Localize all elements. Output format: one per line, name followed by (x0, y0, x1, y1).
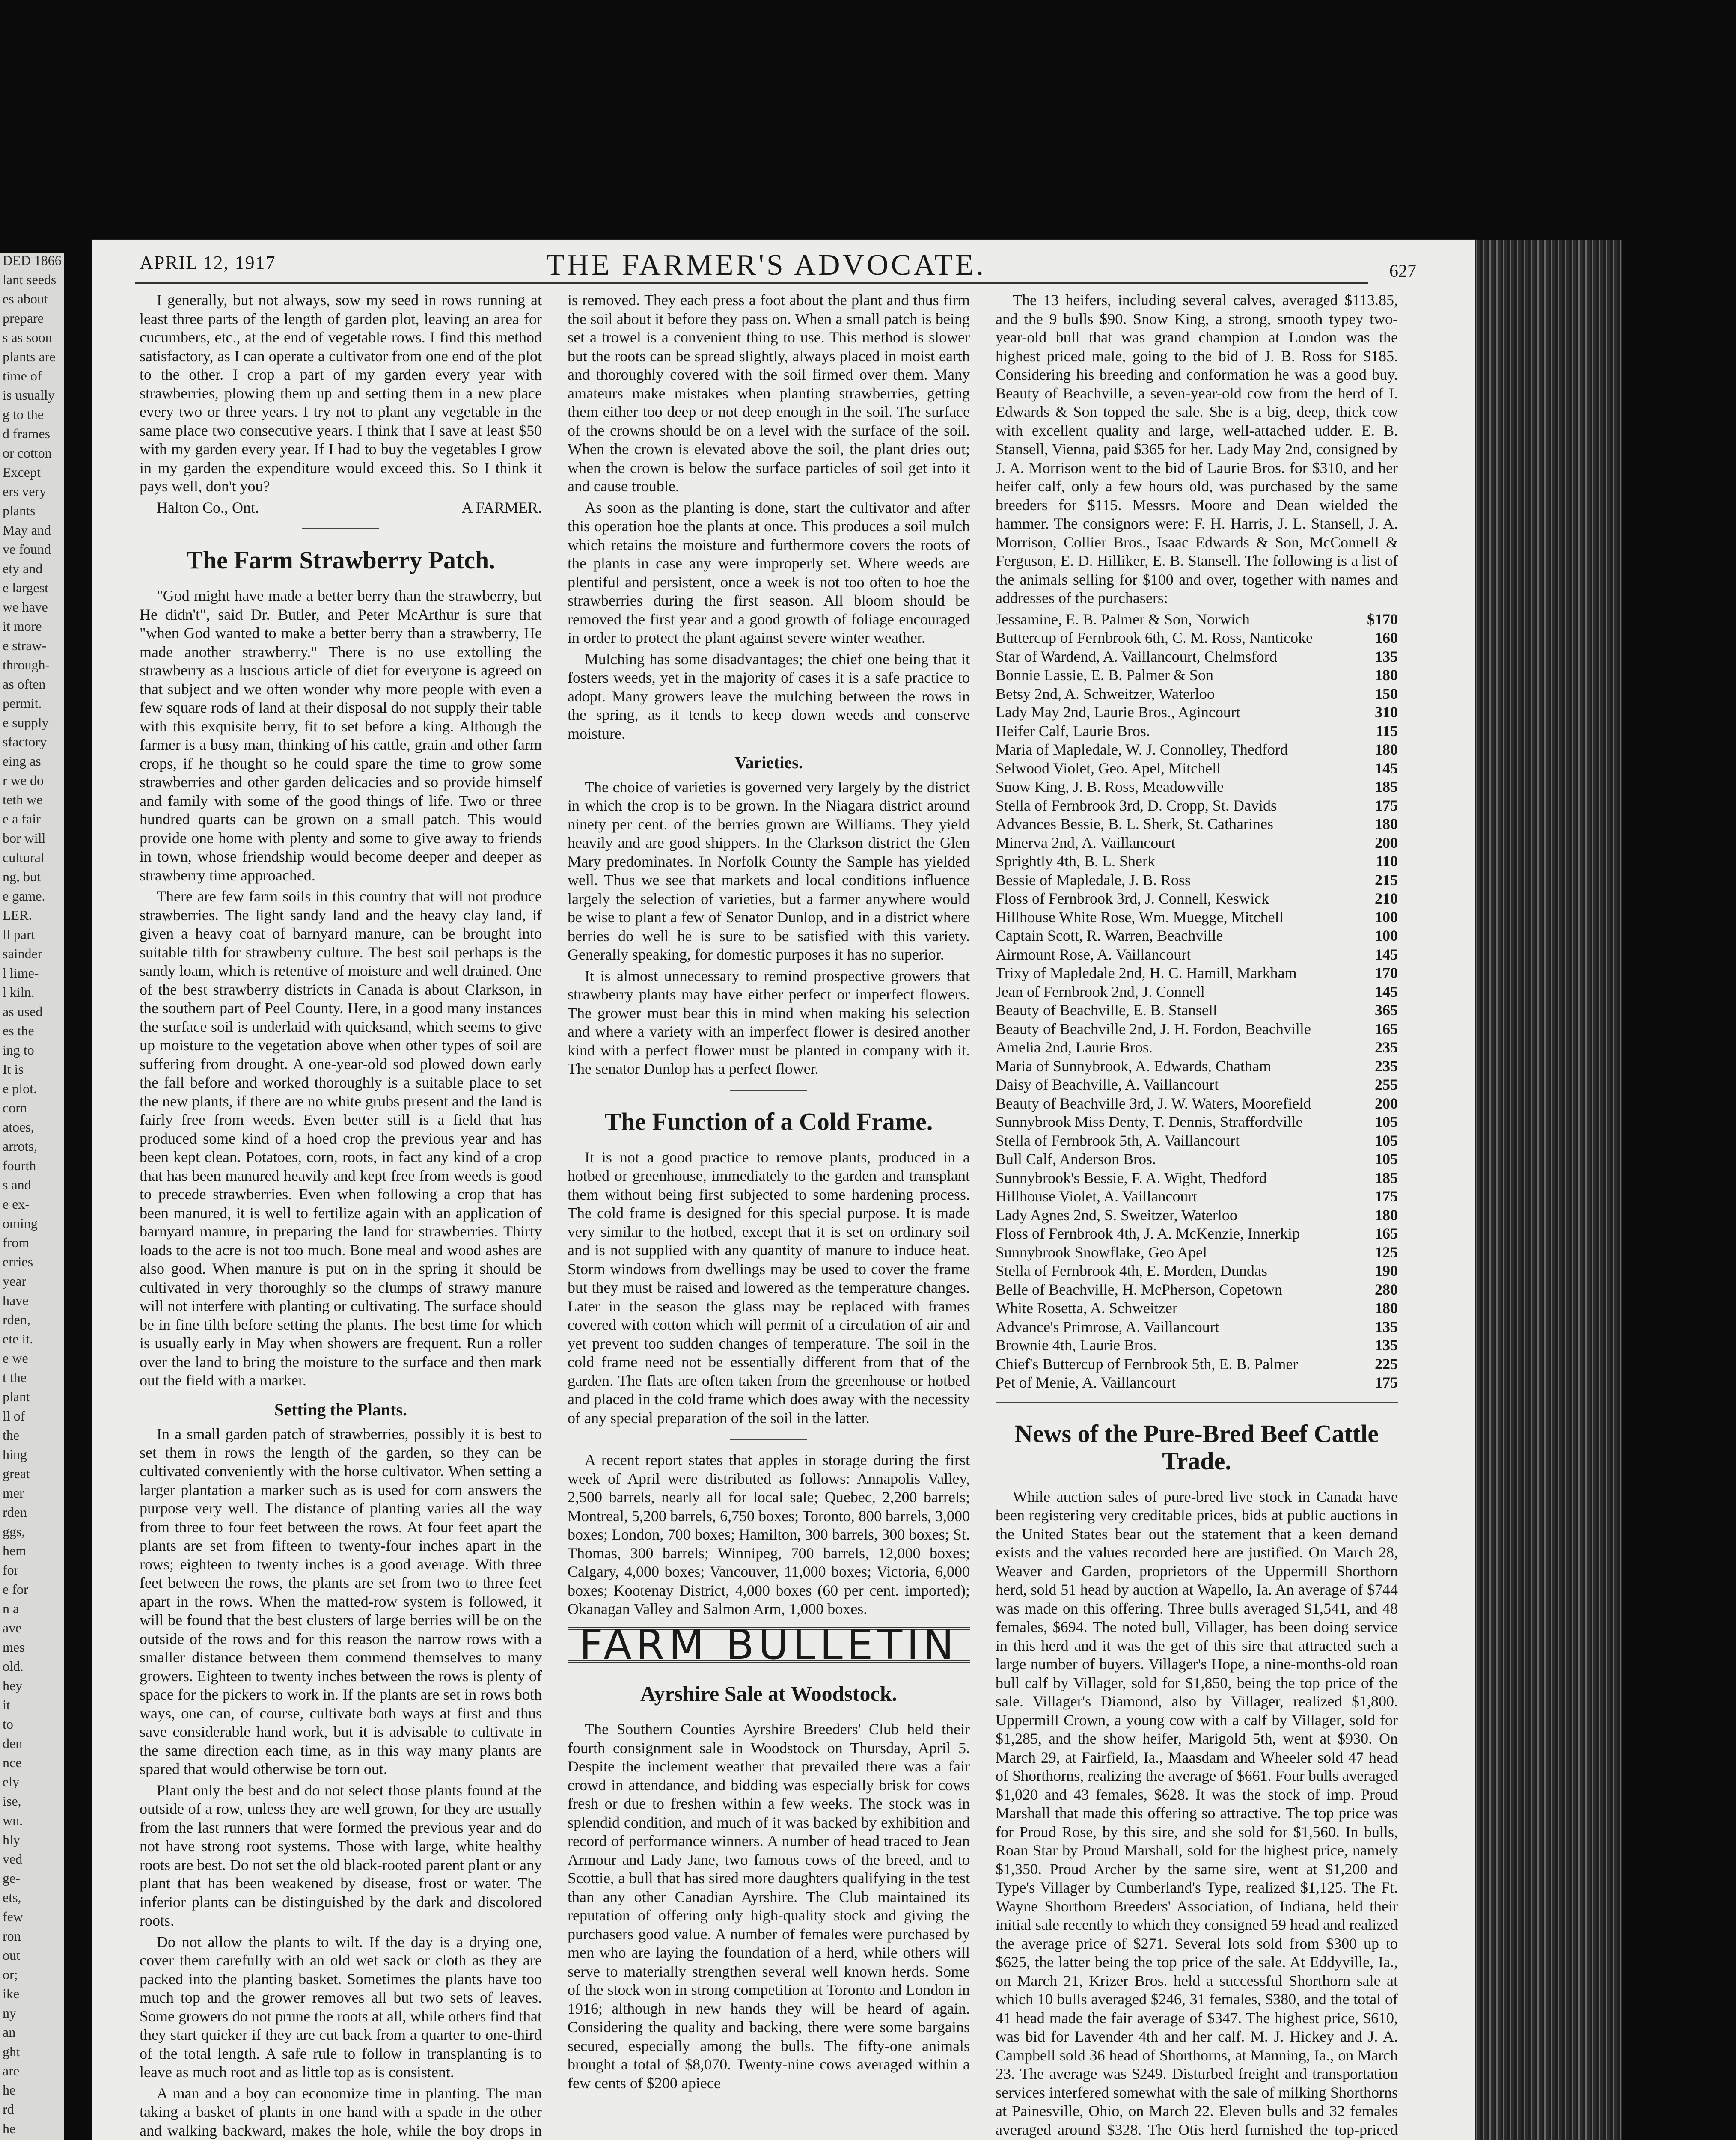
sale-row (996, 1318, 1398, 1337)
fragment-line: hly (3, 1832, 20, 1847)
masthead-title: THE FARMER'S ADVOCATE. (546, 249, 987, 282)
fragment-line: corn (3, 1100, 27, 1115)
article-title-beef-cattle: News of the Pure-Bred Beef Cattle Trade. (1015, 1419, 1379, 1475)
sale-price: 165 (1375, 1225, 1398, 1242)
fragment-line: prepare (3, 310, 44, 326)
sale-price: 105 (1375, 1150, 1398, 1168)
sale-row (996, 722, 1398, 741)
fragment-line: ved (3, 1851, 23, 1867)
sale-price: 100 (1375, 927, 1398, 944)
fragment-line: it (3, 1697, 10, 1712)
fragment-line: we have (3, 599, 48, 615)
sale-row (996, 759, 1398, 778)
fragment-line: the (3, 1427, 20, 1443)
fragment-line: hing (3, 1447, 27, 1462)
sale-animal: Maria of Sunnybrook, A. Edwards, Chatham (996, 1057, 1271, 1075)
fragment-line: rd (3, 2101, 14, 2117)
fragment-line: lant seeds (3, 272, 56, 287)
fragment-line: e largest (3, 580, 48, 595)
fragment-line: n a (3, 1601, 19, 1616)
sale-price: 170 (1375, 964, 1398, 981)
fragment-line: from (3, 1235, 30, 1250)
fragment-line: out (3, 1947, 20, 1963)
sale-animal: Floss of Fernbrook 4th, J. A. McKenzie, Innerkip (996, 1225, 1300, 1242)
sale-row (996, 797, 1398, 815)
fragment-line: through- (3, 657, 50, 672)
sale-row (996, 1113, 1398, 1132)
fragment-line: sainder (3, 946, 42, 961)
sale-price: 180 (1375, 1299, 1398, 1317)
sale-row (996, 1243, 1398, 1262)
sale-price: 135 (1375, 1337, 1398, 1354)
sale-row (996, 1057, 1398, 1076)
signature-name: A FARMER. (461, 499, 542, 516)
sale-row (996, 629, 1398, 648)
divider (730, 1439, 807, 1440)
sale-price: 180 (1375, 741, 1398, 758)
sale-animal: Jessamine, E. B. Palmer & Son, Norwich (996, 610, 1250, 628)
column-3 (996, 291, 1398, 2140)
header-rule (135, 282, 1368, 284)
fragment-line: few (3, 1909, 23, 1924)
sale-row (996, 1355, 1398, 1374)
fragment-line: ve found (3, 541, 51, 557)
sale-row (996, 1094, 1398, 1113)
fragment-line: he (3, 2121, 16, 2136)
sale-animal: Brownie 4th, Laurie Bros. (996, 1337, 1157, 1354)
fragment-line: wn. (3, 1813, 23, 1828)
sale-animal: Snow King, J. B. Ross, Meadowville (996, 778, 1224, 795)
divider (730, 1090, 807, 1091)
sale-row (996, 927, 1398, 945)
fragment-line: LER. (3, 907, 32, 923)
sale-row (996, 1076, 1398, 1094)
article-title-strawberry: The Farm Strawberry Patch. (186, 546, 495, 574)
fragment-line: erries (3, 1254, 33, 1269)
sale-price: 215 (1375, 871, 1398, 889)
newspaper-page (92, 240, 1475, 2140)
fragment-line: teth we (3, 792, 43, 807)
sale-price: 185 (1375, 778, 1398, 795)
sale-row (996, 666, 1398, 685)
fragment-line: s and (3, 1177, 31, 1192)
column-1 (140, 291, 542, 2140)
fragment-line: r we do (3, 773, 44, 788)
fragment-line: cultural (3, 850, 45, 865)
fragment-line: ing to (3, 1042, 34, 1058)
sale-price: 135 (1375, 648, 1398, 665)
fragment-line: fourth (3, 1158, 36, 1173)
sale-animal: Heifer Calf, Laurie Bros. (996, 722, 1150, 740)
sale-row (996, 983, 1398, 1002)
sale-animal: Belle of Beachville, H. McPherson, Copetown (996, 1281, 1282, 1298)
fragment-line: ge- (3, 1870, 20, 1886)
sale-animal: Stella of Fernbrook 4th, E. Morden, Dundas (996, 1262, 1267, 1279)
sale-animal: Captain Scott, R. Warren, Beachville (996, 927, 1223, 944)
sale-price: $170 (1367, 610, 1398, 628)
sale-price: 115 (1375, 722, 1398, 740)
sale-animal: Beauty of Beachville 3rd, J. W. Waters, Moorefield (996, 1094, 1311, 1112)
fragment-line: ely (3, 1774, 20, 1789)
sale-price: 310 (1375, 704, 1398, 721)
sale-row (996, 740, 1398, 759)
sale-row (996, 1169, 1398, 1188)
fragment-line: e game. (3, 888, 45, 904)
fragment-line: ave (3, 1620, 22, 1635)
fragment-line: for (3, 1562, 19, 1578)
fragment-line: year (3, 1273, 27, 1289)
sale-row (996, 1336, 1398, 1355)
sale-animal: Trixy of Mapledale 2nd, H. C. Hamill, Markham (996, 964, 1297, 981)
fragment-line: atoes, (3, 1119, 34, 1135)
fragment-line: he (3, 2082, 16, 2098)
fragment-line: e for (3, 1581, 28, 1597)
fragment-line: or cotton (3, 445, 52, 461)
fragment-line: or; (3, 1967, 18, 1982)
fragment-line: g to the (3, 407, 44, 422)
sale-row (996, 1373, 1398, 1392)
fragment-line: e ex- (3, 1196, 30, 1212)
sale-animal: Floss of Fernbrook 3rd, J. Connell, Keswick (996, 890, 1269, 907)
sale-animal: Pet of Menie, A. Vaillancourt (996, 1374, 1176, 1391)
sale-price: 165 (1375, 1020, 1398, 1037)
sale-animal: Buttercup of Fernbrook 6th, C. M. Ross, Nanticoke (996, 629, 1313, 646)
sale-price: 180 (1375, 1206, 1398, 1224)
sale-animal: Hillhouse White Rose, Wm. Muegge, Mitchell (996, 908, 1284, 926)
sale-animal: Betsy 2nd, A. Schweitzer, Waterloo (996, 685, 1215, 702)
subhead-setting-plants: Setting the Plants. (274, 1400, 407, 1419)
sale-animal: Sprightly 4th, B. L. Sherk (996, 853, 1156, 870)
fragment-line: it more (3, 618, 42, 634)
paragraph: While auction sales of pure-bred live stock in Canada have been registering very creditable prices, bids at public auctions in the United States bear out the statement that a keen demand exists and the values recorded here are justified. On March 28, Weaver and Garden, proprietors of the Uppermill Shorthorn herd, sold 51 head by auction at Wapello, Ia. An average of $744 was made on this offering. Three bulls averaged $1,541, and 48 females, $694. The noted bull, Villager, has been doing service in this herd and it was the get of this sire that attracted such a large number of buyers. Villager's Hope, a nine-months-old roan bull calf by Villager, sold for $1,850, being the top price of the sale. Villager's Diamond, also by Villager, realized $1,800. Uppermill Crown, a young cow with a calf by Villager, sold for $1,285, and the show heifer, Marigold 5th, went at $930. On March 29, at Fairfield, Ia., Maasdam and Wheeler sold 47 head of Shorthorns, realizing the average of $661. Four bulls averaged $1,020 and 43 females, $628. It was the stock of imp. Proud Marshall that made this offering so attractive. The top price was for Proud Rose, by this sire, and she sold for $1,560. In bulls, Roan Star by Proud Marshall, sold for the highest price, namely $1,350. Proud Archer by the same sire, went at $1,200 and Type's Villager by Cumberland's Type, realized $1,125. The Ft. Wayne Shorthorn Breeders' Association, of Indiana, held their initial sale recently to which they consigned 59 head and realized the average price of $271. Several lots sold from $300 up to $625, the latter being the top price of the sale. At Eddyville, Ia., on March 21, Krizer Bros. held a successful Shorthorn sale at which 10 bulls averaged $246, 31 females, $380, and the total of 41 head made the fair average of $347. The highest price, $610, was bid for Lavender 4th and her calf. M. J. Hickey and J. A. Campbell sold 36 head of Shorthorns, at Manning, Ia., on March 23. The average was $249. Disturbed freight and transportation services interfered somewhat with the sale of milking Shorthorns at Painesville, Ohio, on March 22. Eleven bulls and 32 females averaged around $328. The Otis herd furnished the top-priced (996, 1488, 1398, 2138)
sale-price: 190 (1375, 1262, 1398, 1279)
fragment-line: ggs, (3, 1524, 25, 1539)
sale-row (996, 703, 1398, 722)
sale-row (996, 1206, 1398, 1225)
paragraph: A recent report states that apples in storage during the first week of April were distributed as follows: Annapolis Valley, 2,500 barrels, nearly all for local sale; Quebec, 2,200 barrels; Montreal, 5,200 barrels, 6,750 boxes; Toronto, 800 barrels, 3,000 boxes; London, 700 boxes; Hamilton, 300 barrels, 300 boxes; St. Thomas, 300 barrels; Winnipeg, 700 barrels, 12,000 boxes; Calgary, 4,000 boxes; Vancouver, 11,000 boxes; Victoria, 6,000 boxes; Kootenay District, 4,000 boxes (60 per cent. imported); Okanagan Valley and Salmon Arm, 1,000 boxes. (568, 1451, 970, 1617)
fragment-line: old. (3, 1658, 24, 1674)
paragraph: Mulching has some disadvantages; the chief one being that it fosters weeds, yet in the majority of cases it is a safe practice to adopt. Many growers leave the mulching between the rows in the spring, as it tends to keep down weeds and conserve moisture. (568, 650, 970, 742)
sale-row (996, 1020, 1398, 1039)
fragment-line: is usually (3, 387, 55, 403)
paragraph: There are few farm soils in this country that will not produce strawberries. The light sandy land and the heavy clay land, if given a heavy coat of barnyard manure, can be brought into suitable tilth for strawberry culture. The best soil perhaps is the sandy loam, which is retentive of moisture and well drained. One of the best strawberry districts in Canada is about Clarkson, in the southern part of Peel County. Here, in a good many instances the surface soil is underlaid with quicksand, which seems to give up moisture to the vegetation above when other types of soil are suffering from drought. A one-year-old sod plowed down early the fall before and worked thoroughly is a suitable place to set the new plants, if there are no white grubs present and the land is fairly free from weeds. Even better still is a field that has produced some kind of a hoed crop the previous year and has been kept clean. Potatoes, corn, roots, in fact any kind of a crop that has been manured heavily and kept free from weeds is good to precede strawberries. Even when following a crop that has been manured, it is well to fertilize again with an application of barnyard manure, in preparing the land for strawberries. Thirty loads to the acre is not too much. Bone meal and wood ashes are also good. When manure is put on in the spring it should be cultivated in very thoroughly so the clumps of strawy manure will not interfere with planting or cultivating. The surface should be in fine tilth before setting the plants. The best time for which is usually early in May when showers are frequent. Run a roller over the land to bring the moisture to the surface and then mark out the field with a marker. (140, 888, 542, 1389)
fragment-line: ght (3, 2044, 20, 2059)
fragment-line: es about (3, 291, 48, 306)
divider (996, 1402, 1398, 1403)
sale-row (996, 1299, 1398, 1318)
sale-animal: Advances Bessie, B. L. Sherk, St. Catharines (996, 815, 1273, 832)
sale-row (996, 815, 1398, 834)
sale-row (996, 908, 1398, 927)
sale-animal: Beauty of Beachville, E. B. Stansell (996, 1002, 1217, 1019)
fragment-line: to (3, 1716, 13, 1732)
fragment-line: plants (3, 503, 36, 518)
fragment-line: ete it. (3, 1331, 33, 1346)
paragraph: The choice of varieties is governed very largely by the district in which the crop is to be grown. In the Niagara district around ninety per cent. of the berries grown are Williams. They yield heavily and are good shippers. In the Clarkson district the Glen Mary predominates. In Norfolk County the Sample has yielded well. Thus we see that markets and local conditions influence largely the selection of varieties, but a farmer anywhere would be wise to plant a few of Senator Dunlop, and in a district where berries do well he is sure to be satisfied with this variety. Generally speaking, for domestic purposes it has no superior. (568, 778, 970, 963)
sale-animal: Lady May 2nd, Laurie Bros., Agincourt (996, 704, 1240, 721)
sale-row (996, 871, 1398, 890)
fragment-line: an (3, 2024, 16, 2040)
adjacent-page-fragment (0, 253, 64, 2140)
book-page-edges (1460, 240, 1622, 2140)
sale-price: 135 (1375, 1318, 1398, 1335)
paragraph: It is almost unnecessary to remind prospective growers that strawberry plants may have either perfect or imperfect flowers. The grower must bear this in mind when making his selection and where a variety with an imperfect flower is desired another kind with a perfect flower must be planted in company with it. The senator Dunlop has a perfect flower. (568, 967, 970, 1077)
fragment-line: ike (3, 1986, 20, 2001)
sale-price: 145 (1375, 945, 1398, 963)
paragraph: As soon as the planting is done, start the cultivator and after this operation hoe the plants at once. This produces a soil mulch which retains the moisture and furthermore covers the roots of the plants in case any were improperly set. Where weeds are plentiful and persistent, once a week is not too often to hoe the strawberries during the first season. All bloom should be removed the first year and a good growth of foliage encouraged in order to protect the plant against severe winter weather. (568, 499, 970, 646)
fragment-line: s as soon (3, 330, 52, 345)
sale-price: 225 (1375, 1355, 1398, 1373)
divider (302, 528, 379, 529)
fragment-line: ll of (3, 1408, 25, 1424)
sale-row (996, 1038, 1398, 1057)
fragment-line: ny (3, 2005, 16, 2021)
fragment-line: great (3, 1466, 30, 1481)
sale-row (996, 1187, 1398, 1206)
fragment-line: plants are (3, 349, 56, 364)
fragment-line: e we (3, 1350, 28, 1366)
fragment-line: rden, (3, 1312, 30, 1327)
sale-price: 180 (1375, 815, 1398, 832)
sales-list (996, 610, 1398, 1392)
fragment-line: hey (3, 1678, 23, 1693)
fragment-line: mes (3, 1639, 25, 1655)
sale-animal: Bonnie Lassie, E. B. Palmer & Son (996, 666, 1213, 684)
paragraph: A man and a boy can economize time in planting. The man taking a basket of plants in one hand with a spade in the other and walking backward, makes the hole, while the boy drops in (140, 2084, 542, 2139)
sale-price: 105 (1375, 1132, 1398, 1149)
fragment-line: Except (3, 464, 41, 480)
sale-row (996, 610, 1398, 629)
paragraph: The 13 heifers, including several calves, averaged $113.85, and the 9 bulls $90. Snow King, a strong, smooth typey two-year-old bull that was grand champion at London was the highest priced male, going to the bid of J. B. Ross for $185. Considering his breeding and conformation he was a good buy. Beauty of Beachville, a seven-year-old cow from the herd of I. Edwards & Son topped the sale. She is a big, deep, thick cow with excellent quality and large, well-attached udder. E. B. Stansell, Vienna, paid $365 for her. Lady May 2nd, consigned by J. A. Morrison went to the bid of Laurie Bros. for $310, and her heifer calf, only a few hours old, was purchased by the same breeders for $115. Messrs. Moore and Dean wielded the hammer. The consignors were: F. H. Harris, J. L. Stansell, J. A. Morrison, Collier Bros., Isaac Edwards & Son, McConnell & Ferguson, E. D. Hilliker, E. B. Stansell. The following is a list of the animals selling for $100 and over, together with names and addresses of the purchasers: (996, 291, 1398, 606)
sale-animal: Selwood Violet, Geo. Apel, Mitchell (996, 759, 1221, 777)
sale-animal: Beauty of Beachville 2nd, J. H. Fordon, Beachville (996, 1020, 1311, 1037)
sale-animal: Daisy of Beachville, A. Vaillancourt (996, 1076, 1219, 1093)
fragment-line: e supply (3, 715, 49, 730)
sale-row (996, 889, 1398, 908)
fragment-line: oming (3, 1216, 38, 1231)
fragment-line: permit. (3, 696, 42, 711)
fragment-line: mer (3, 1485, 24, 1501)
sale-animal: Chief's Buttercup of Fernbrook 5th, E. B. Palmer (996, 1355, 1298, 1373)
sale-row (996, 1150, 1398, 1169)
sale-price: 235 (1375, 1057, 1398, 1075)
paragraph: I generally, but not always, sow my seed in rows running at least three parts of the length of garden plot, leaving an area for cucumbers, etc., at the end of vegetable rows. I find this method satisfactory, as I can operate a cultivator from one end of the plot to the other. I crop a part of my garden every year with strawberries, plowing them up and setting them in a new place every two or three years. I try not to plant any vegetable in the same place two consecutive years. I think that I save at least $50 with my garden every year. If I had to buy the vegetables I grow in my garden the expenditure would exceed this. So I think it pays well, don't you? (140, 291, 542, 495)
sale-row (996, 852, 1398, 871)
sale-row (996, 964, 1398, 983)
sale-price: 160 (1375, 629, 1398, 646)
sale-price: 145 (1375, 983, 1398, 1000)
sale-price: 280 (1375, 1281, 1398, 1298)
sale-row (996, 1281, 1398, 1299)
sale-row (996, 778, 1398, 797)
sale-animal: Bessie of Mapledale, J. B. Ross (996, 871, 1191, 889)
fragment-line: es the (3, 1023, 34, 1038)
sale-price: 105 (1375, 1113, 1398, 1130)
sale-animal: Maria of Mapledale, W. J. Connolley, Thedford (996, 741, 1288, 758)
subhead-varieties: Varieties. (734, 753, 803, 772)
sale-animal: Advance's Primrose, A. Vaillancourt (996, 1318, 1219, 1335)
sale-row (996, 685, 1398, 704)
paragraph: In a small garden patch of strawberries, possibly it is best to set them in rows the length of the garden, so they can be cultivated conveniently with the horse cultivator. When setting a larger plantation a marker such as is used for corn answers the purpose very well. The distance of planting varies all the way from three to four feet between the rows. At four feet apart the plants are set from fifteen to twenty-four inches apart in the rows; eighteen to twenty inches is a good average. With three feet between the rows, the plants are set from two to three feet apart in the rows. When the matted-row system is followed, it will be found that the best clusters of large berries will be on the outside of the rows and for this reason the narrow rows with a smaller distance between them commend themselves to many growers. Eighteen to twenty inches between the rows is plenty of space for the pickers to work in. If the plants are set in rows both ways, one can, of course, cultivate both ways at first and thus save considerable hand work, but it is advisable to cultivate in the same direction each time, as in this way many plants are spared that would otherwise be torn out. (140, 1425, 542, 1777)
fragment-line: e straw- (3, 638, 47, 653)
fragment-line: time of (3, 368, 42, 383)
fragment-line: ll part (3, 927, 35, 942)
article-title-cold-frame: The Function of a Cold Frame. (604, 1107, 933, 1135)
section-banner: FARM BULLETIN (568, 1627, 970, 1663)
sale-row (996, 834, 1398, 853)
sale-animal: Sunnybrook's Bessie, F. A. Wight, Thedford (996, 1169, 1267, 1186)
sale-animal: Jean of Fernbrook 2nd, J. Connell (996, 983, 1205, 1000)
sale-animal: Airmount Rose, A. Vaillancourt (996, 945, 1191, 963)
sale-price: 200 (1375, 1094, 1398, 1112)
fragment-line: ety and (3, 561, 43, 576)
signature (157, 499, 542, 517)
fragment-line: ron (3, 1928, 21, 1944)
sale-row (996, 1132, 1398, 1150)
sale-animal: Minerva 2nd, A. Vaillancourt (996, 834, 1176, 851)
sale-price: 200 (1375, 834, 1398, 851)
paragraph: is removed. They each press a foot about the plant and thus firm the soil about it before they pass on. When a small patch is being set a trowel is a convenient thing to use. This method is slower but the roots can be spread slightly, always placed in moist earth and thoroughly covered with the soil firmed over them. Many amateurs make mistakes when planting strawberries, getting them either too deep or not deep enough in the soil. The surface of the crowns should be on a level with the surface of the soil. When the crown is elevated above the soil, the plant dries out; when the crown is below the surface particles of soil get into it and cause trouble. (568, 291, 970, 495)
fragment-line: l lime- (3, 965, 39, 981)
sale-animal: Hillhouse Violet, A. Vaillancourt (996, 1188, 1198, 1205)
paragraph: The Southern Counties Ayrshire Breeders' Club held their fourth consignment sale in Woodstock on Thursday, April 5. Despite the inclement weather that prevailed there was a fair crowd in attendance, and bidding was especially brisk for cows fresh or due to freshen within a few weeks. The stock was in splendid condition, and much of it was backed by exhibition and record of performance winners. A number of head traced to Jean Armour and Lady Jane, two famous cows of the breed, and to Scottie, a bull that has sired more daughters qualifying in the test than any other Canadian Ayrshire. The Club maintained its reputation of offering only high-quality stock and giving the purchasers good value. A number of females were purchased by men who are laying the foundation of a herd, while others will serve to materially strengthen several well known herds. Some of the stock won in strong competition at Toronto and London in 1916; although in new hands they will be heard of again. Considering the quality and backing, there were some bargains secured, especially among the bulls. The fifty-one animals brought a total of $8,070. Twenty-nine cows averaged within a few cents of $200 apiece (568, 1721, 970, 2092)
fragment-line: bor will (3, 830, 46, 846)
fragment-line: ng, but (3, 869, 41, 884)
fragment-line: May and (3, 522, 51, 538)
sale-row (996, 1225, 1398, 1243)
signature-place: Halton Co., Ont. (157, 499, 259, 516)
fragment-line: are (3, 2063, 20, 2078)
sale-animal: Sunnybrook Miss Denty, T. Dennis, Straffordville (996, 1113, 1303, 1130)
paragraph: It is not a good practice to remove plants, produced in a hotbed or greenhouse, immediately to the garden and transplant them without being first subjected to some hardening process. The cold frame is designed for this special purpose. It is made very similar to the hotbed, except that it is set on ordinary soil and is not supplied with any quantity of manure to induce heat. Storm windows from dwellings may be used to cover the frame but they must be raised and lowered as the temperature changes. Later in the season the glass may be replaced with frames covered with cotton which will permit of a circulation of air and yet prevent too sudden changes of temperature. The soil in the cold frame need not be essentially different from that of the garden. The flats are often taken from the greenhouse or hotbed and placed in the cold frame which does away with the necessity of any special preparation of the soil in the latter. (568, 1148, 970, 1427)
sale-price: 175 (1375, 1188, 1398, 1205)
paragraph: "God might have made a better berry than the strawberry, but He didn't", said Dr. Butler, and Peter McArthur is sure that "when God wanted to make a better berry than a strawberry, He made another strawberry." There is no use extolling the strawberry as a luscious article of diet for everyone is agreed on that subject and we often wonder why more people with even a few square rods of land at their disposal do not supply their table with this exquisite berry, fit to set before a king. Although the farmer is a busy man, thinking of his cattle, grain and other farm crops, if he thought so he could spare the time to grow some strawberries and other garden delicacies and so provide himself and family with some of the good things of life. Two or three hundred quarts can be grown on a small patch. This would provide one home with plenty and some to give away to friends in town, whose friendship would become deeper and deeper as strawberry time approached. (140, 587, 542, 884)
fragment-line: as used (3, 1004, 43, 1019)
fragment-line: e a fair (3, 811, 41, 826)
sale-price: 185 (1375, 1169, 1398, 1186)
fragment-line: eing as (3, 753, 41, 769)
fragment-line: rden (3, 1504, 27, 1520)
sale-animal: Bull Calf, Anderson Bros. (996, 1150, 1156, 1168)
fragment-line: ets, (3, 1890, 21, 1905)
paragraph: Do not allow the plants to wilt. If the day is a drying one, cover them carefully with an old wet sack or cloth as they are packed into the planting basket. Sometimes the plants have too much top and the grower removes all but two sets of leaves. Some growers do not prune the roots at all, while others find that they start quicker if they are cut back from a quarter to one-third of the total length. A safe rule to follow in transplanting is to leave as much root and as little top as is consistent. (140, 1933, 542, 2081)
sale-price: 365 (1375, 1002, 1398, 1019)
fragment-line: d frames (3, 426, 51, 441)
sale-price: 235 (1375, 1039, 1398, 1056)
column-2 (568, 291, 970, 2095)
sale-row (996, 945, 1398, 964)
sale-animal: Stella of Fernbrook 3rd, D. Cropp, St. Davids (996, 797, 1277, 814)
page-number: 627 (1389, 262, 1416, 281)
issue-date: APRIL 12, 1917 (140, 252, 276, 273)
sale-price: 145 (1375, 759, 1398, 777)
fragment-line: den (3, 1736, 23, 1751)
sale-row (996, 1262, 1398, 1281)
sale-animal: Amelia 2nd, Laurie Bros. (996, 1039, 1153, 1056)
sale-price: 175 (1375, 797, 1398, 814)
fragment-line: DED 1866 (3, 253, 62, 268)
sale-animal: Star of Wardend, A. Vaillancourt, Chelmsford (996, 648, 1277, 665)
fragment-line: arrots, (3, 1138, 37, 1154)
fragment-line: It is (3, 1061, 24, 1077)
fragment-line: ise, (3, 1793, 21, 1809)
sale-row (996, 1001, 1398, 1020)
fragment-line: hem (3, 1543, 27, 1558)
fragment-line: nce (3, 1755, 22, 1770)
sale-price: 100 (1375, 908, 1398, 926)
sale-price: 150 (1375, 685, 1398, 702)
fragment-line: e plot. (3, 1081, 37, 1096)
paragraph: Plant only the best and do not select those plants found at the outside of a row, unless they are well grown, for they are usually from the last runners that were formed the previous year and do not have strong root systems. Those with large, white healthy roots are best. Do not set the old black-rooted parent plant or any plant that has been weakened by disease, frost or water. The inferior plants can be distinguished by the dark and discolored roots. (140, 1781, 542, 1929)
fragment-line: ers very (3, 484, 47, 499)
sale-price: 255 (1375, 1076, 1398, 1093)
article-title-ayrshire: Ayrshire Sale at Woodstock. (640, 1682, 898, 1706)
fragment-line: plant (3, 1389, 30, 1404)
fragment-line: sfactory (3, 734, 47, 749)
fragment-line: l kiln. (3, 984, 35, 1000)
fragment-line: have (3, 1293, 29, 1308)
sale-animal: Sunnybrook Snowflake, Geo Apel (996, 1243, 1207, 1261)
sale-price: 125 (1375, 1243, 1398, 1261)
sale-price: 180 (1375, 666, 1398, 684)
fragment-line: as often (3, 676, 46, 692)
sale-row (996, 648, 1398, 666)
sale-price: 110 (1375, 853, 1398, 870)
sale-animal: Stella of Fernbrook 5th, A. Vaillancourt (996, 1132, 1240, 1149)
sale-price: 210 (1375, 890, 1398, 907)
fragment-line: t the (3, 1370, 27, 1385)
sale-price: 175 (1375, 1374, 1398, 1391)
sale-animal: White Rosetta, A. Schweitzer (996, 1299, 1177, 1317)
sale-animal: Lady Agnes 2nd, S. Sweitzer, Waterloo (996, 1206, 1237, 1224)
